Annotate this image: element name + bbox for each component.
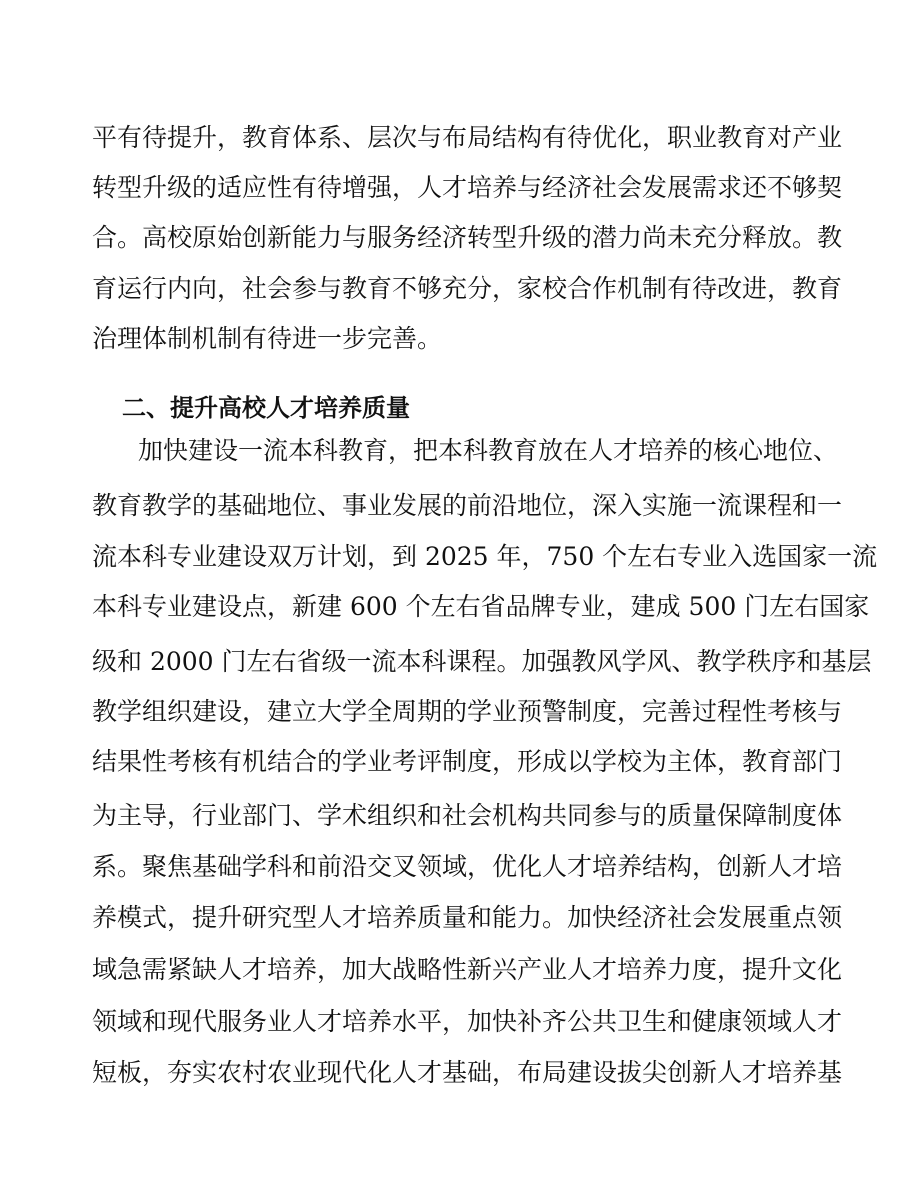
paragraph-2-line: 领域和现代服务业人才培养水平，加快补齐公共卫生和健康领域人才 xyxy=(92,1007,843,1036)
paragraph-2-line: 域急需紧缺人才培养，加大战略性新兴产业人才培养力度，提升文化 xyxy=(92,955,843,984)
paragraph-2-line: 短板，夯实农村农业现代化人才基础，布局建设拔尖创新人才培养基 xyxy=(92,1058,843,1087)
paragraph-1-line: 合。高校原始创新能力与服务经济转型升级的潜力尚未充分释放。教 xyxy=(92,223,843,252)
paragraph-2-line: 教育教学的基础地位、事业发展的前沿地位，深入实施一流课程和一 xyxy=(92,491,843,520)
paragraph-2-line: 为主导，行业部门、学术组织和社会机构共同参与的质量保障制度体 xyxy=(92,801,843,830)
paragraph-2-line: 结果性考核有机结合的学业考评制度，形成以学校为主体，教育部门 xyxy=(92,747,843,776)
paragraph-1-line: 平有待提升，教育体系、层次与布局结构有待优化，职业教育对产业 xyxy=(92,123,843,152)
paragraph-2-line: 本科专业建设点，新建 600 个左右省品牌专业，建成 500 门左右国家 xyxy=(92,592,870,621)
paragraph-1-line: 转型升级的适应性有待增强，人才培养与经济社会发展需求还不够契 xyxy=(92,173,843,202)
paragraph-2-line: 加快建设一流本科教育，把本科教育放在人才培养的核心地位、 xyxy=(138,436,839,465)
section-heading: 二、提升高校人才培养质量 xyxy=(122,394,410,422)
paragraph-2-line: 流本科专业建设双万计划，到 2025 年，750 个左右专业入选国家一流 xyxy=(92,542,878,571)
paragraph-2-line: 系。聚焦基础学科和前沿交叉领域，优化人才培养结构，创新人才培 xyxy=(92,852,843,881)
paragraph-2-line: 教学组织建设，建立大学全周期的学业预警制度，完善过程性考核与 xyxy=(92,697,843,726)
paragraph-1-line: 育运行内向，社会参与教育不够充分，家校合作机制有待改进，教育 xyxy=(92,274,843,303)
paragraph-2-line: 养模式，提升研究型人才培养质量和能力。加快经济社会发展重点领 xyxy=(92,903,843,932)
paragraph-1-line: 治理体制机制有待进一步完善。 xyxy=(92,324,443,353)
paragraph-2-line: 级和 2000 门左右省级一流本科课程。加强教风学风、教学秩序和基层 xyxy=(92,647,872,676)
